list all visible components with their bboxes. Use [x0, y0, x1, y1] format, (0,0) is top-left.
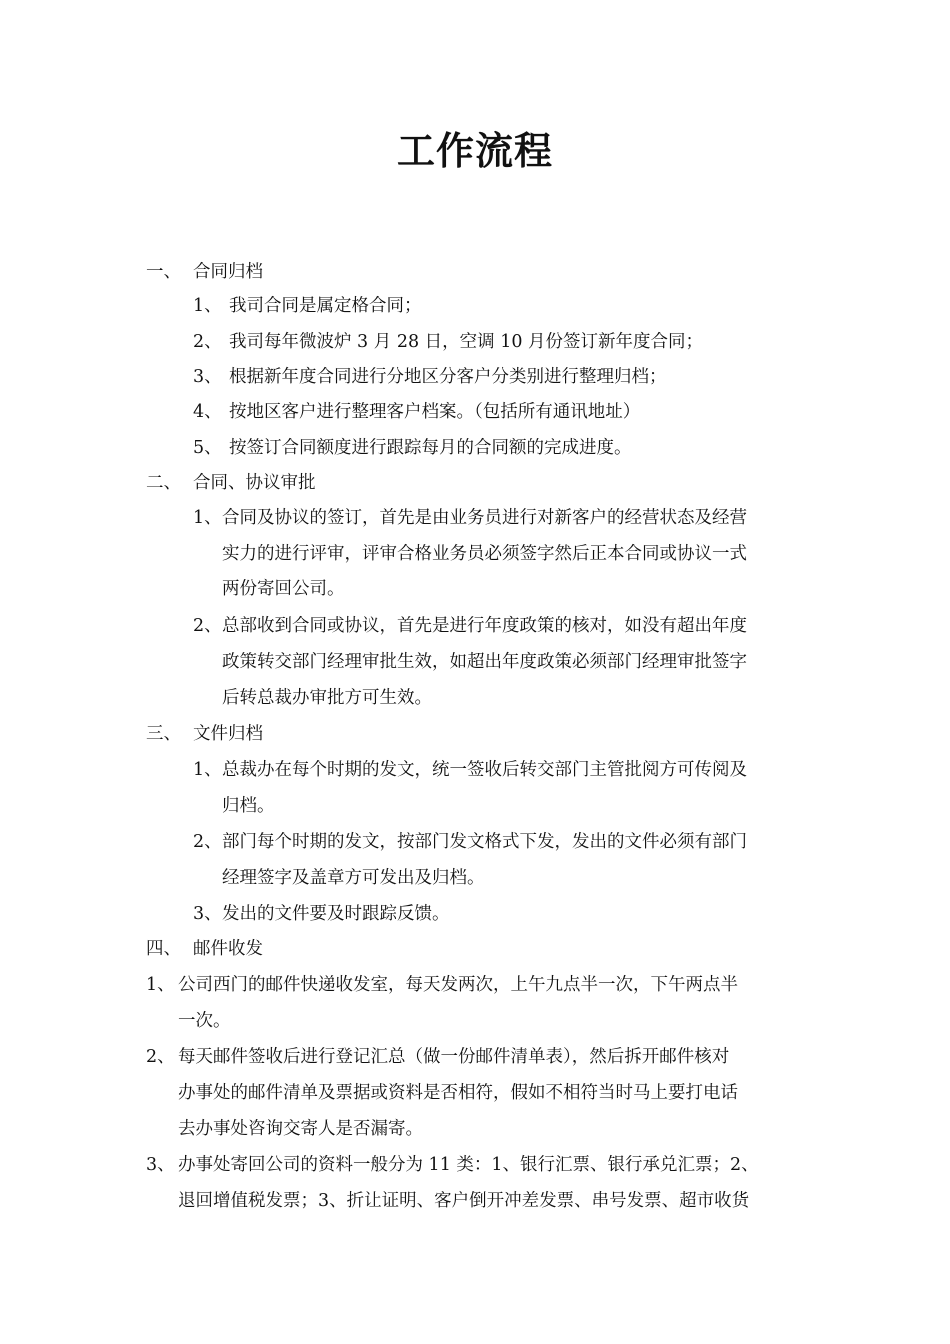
item-text: 办事处寄回公司的资料一般分为 11 类：1、银行汇票、银行承兑汇票；2、 [178, 1155, 759, 1175]
section-number: 二、 [146, 473, 181, 493]
item-number: 2、 [193, 332, 222, 352]
item-number: 1、 [193, 508, 222, 528]
item-number: 1、 [146, 975, 175, 995]
item-text: 一次。 [178, 1011, 231, 1031]
item-number: 3、 [193, 367, 222, 387]
item-text: 根据新年度合同进行分地区分客户分类别进行整理归档； [229, 367, 667, 387]
item-text: 按签订合同额度进行跟踪每月的合同额的完成进度。 [229, 438, 632, 458]
item-text: 发出的文件要及时跟踪反馈。 [222, 904, 450, 924]
item-text: 退回增值税发票；3、折让证明、客户倒开冲差发票、串号发票、超市收货 [178, 1191, 750, 1211]
item-text: 去办事处咨询交寄人是否漏寄。 [178, 1119, 423, 1139]
item-text: 总裁办在每个时期的发文，统一签收后转交部门主管批阅方可传阅及 [222, 760, 747, 780]
document-title: 工作流程 [396, 129, 553, 173]
section-heading: 合同归档 [193, 262, 263, 282]
item-text: 办事处的邮件清单及票据或资料是否相符，假如不相符当时马上要打电话 [178, 1083, 738, 1103]
item-number: 2、 [193, 616, 222, 636]
item-text: 归档。 [222, 796, 275, 816]
item-number: 2、 [146, 1047, 175, 1067]
item-number: 1、 [193, 760, 222, 780]
item-text: 我司每年微波炉 3 月 28 日，空调 10 月份签订新年度合同； [229, 332, 704, 352]
item-text: 合同及协议的签订，首先是由业务员进行对新客户的经营状态及经营 [222, 508, 747, 528]
item-number: 3、 [146, 1155, 175, 1175]
item-text: 两份寄回公司。 [222, 579, 345, 599]
section-number: 三、 [146, 724, 181, 744]
item-text: 按地区客户进行整理客户档案。（包括所有通讯地址） [229, 402, 641, 422]
item-number: 5、 [193, 438, 222, 458]
item-text: 实力的进行评审，评审合格业务员必须签字然后正本合同或协议一式 [222, 544, 747, 564]
item-text: 部门每个时期的发文，按部门发文格式下发，发出的文件必须有部门 [222, 832, 747, 852]
item-text: 总部收到合同或协议，首先是进行年度政策的核对，如没有超出年度 [222, 616, 747, 636]
item-number: 4、 [193, 402, 222, 422]
item-text: 我司合同是属定格合同； [229, 296, 422, 316]
item-number: 1、 [193, 296, 222, 316]
item-text: 每天邮件签收后进行登记汇总（做一份邮件清单表），然后拆开邮件核对 [178, 1047, 730, 1067]
section-heading: 邮件收发 [193, 939, 263, 959]
item-text: 后转总裁办审批方可生效。 [222, 688, 432, 708]
section-number: 四、 [146, 939, 181, 959]
section-number: 一、 [146, 262, 181, 282]
section-heading: 合同、协议审批 [193, 473, 316, 493]
section-heading: 文件归档 [193, 724, 263, 744]
item-number: 2、 [193, 832, 222, 852]
item-text: 政策转交部门经理审批生效，如超出年度政策必须部门经理审批签字 [222, 652, 747, 672]
item-text: 公司西门的邮件快递收发室，每天发两次，上午九点半一次，下午两点半 [178, 975, 738, 995]
item-number: 3、 [193, 904, 222, 924]
item-text: 经理签字及盖章方可发出及归档。 [222, 868, 485, 888]
